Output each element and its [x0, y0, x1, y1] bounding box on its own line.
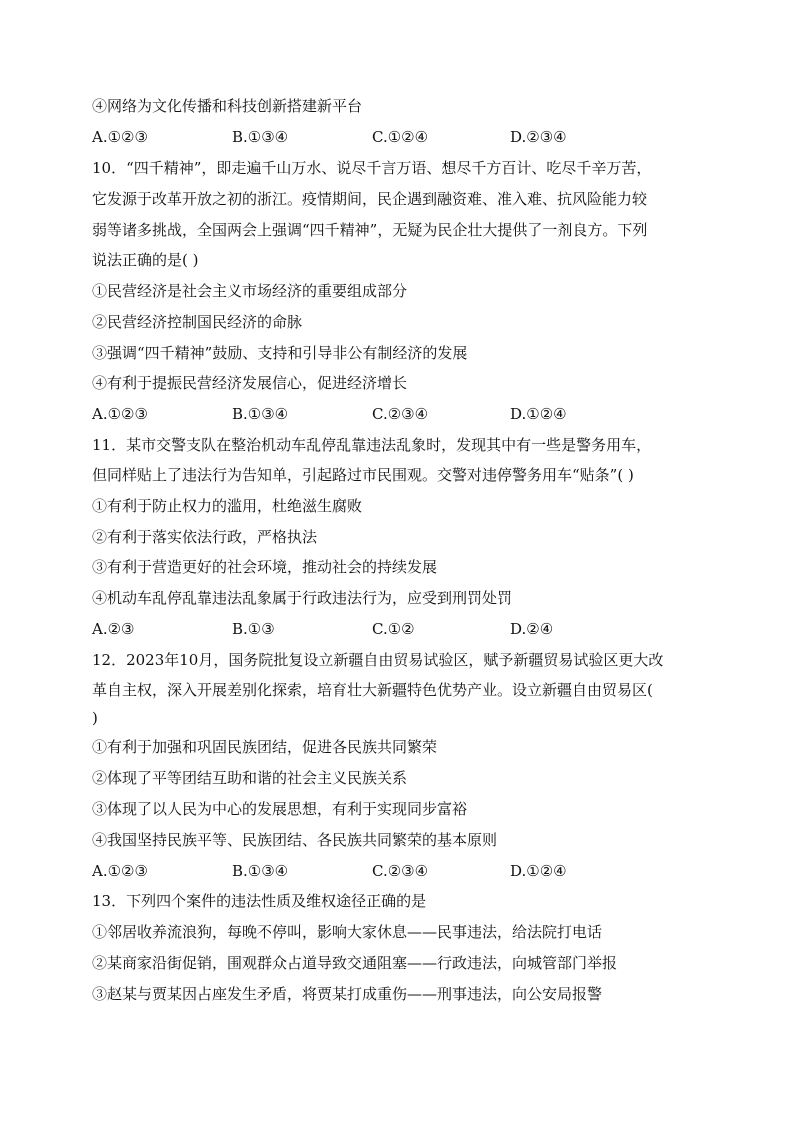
q12-stem-line-2: 革自主权，深入开展差别化探索，培育壮大新疆特色优势产业。设立新疆自由贸易区(: [92, 681, 653, 699]
q13-item-1: ①邻居收养流浪狗，每晚不停叫，影响大家休息——民事违法，给法院打电话: [92, 923, 603, 941]
q10-item-4: ④有利于提振民营经济发展信心，促进经济增长: [92, 374, 408, 392]
q13-stem: 13．下列四个案件的违法性质及维权途径正确的是: [92, 892, 427, 910]
q12-item-2: ②体现了平等团结互助和谐的社会主义民族关系: [92, 769, 408, 787]
q12-stem-line-3: ): [92, 709, 98, 727]
q11-item-4: ④机动车乱停乱靠违法乱象属于行政违法行为，应受到刑罚处罚: [92, 589, 513, 607]
q9-option-a: A.①②③: [92, 128, 148, 146]
q10-options: [92, 403, 712, 425]
q12-item-1: ①有利于加强和巩固民族团结，促进各民族共同繁荣: [92, 738, 438, 756]
q13-item-2: ②某商家沿街促销，围观群众占道导致交通阻塞——行政违法，向城管部门举报: [92, 954, 618, 972]
q10-item-3: ③强调“四千精神”鼓励、支持和引导非公有制经济的发展: [92, 344, 468, 362]
q10-stem-line-3: 弱等诸多挑战，全国两会上强调“四千精神”，无疑为民企壮大提供了一剂良方。下列: [92, 221, 648, 239]
q10-stem-line-2: 它发源于改革开放之初的浙江。疫情期间，民企遇到融资难、准入难、抗风险能力较: [92, 190, 648, 208]
q11-option-c: C.①②: [372, 620, 415, 638]
q11-stem-line-2: 但同样贴上了违法行为告知单，引起路过市民围观。交警对违停警务用车“贴条”( ): [92, 466, 634, 484]
q10-option-b: B.①③④: [232, 405, 289, 423]
q12-item-4: ④我国坚持民族平等、民族团结、各民族共同繁荣的基本原则: [92, 831, 498, 849]
q10-item-2: ②民营经济控制国民经济的命脉: [92, 313, 303, 331]
q11-stem-line-1: 11．某市交警支队在整治机动车乱停乱靠违法乱象时，发现其中有一些是警务用车，: [92, 436, 652, 454]
q11-option-b: B.①③: [232, 620, 275, 638]
q10-stem-line-4: 说法正确的是( ): [92, 251, 199, 269]
q10-item-1: ①民营经济是社会主义市场经济的重要组成部分: [92, 282, 408, 300]
q11-option-d: D.②④: [510, 620, 554, 638]
q9-option-c: C.①②④: [372, 128, 429, 146]
q12-option-d: D.①②④: [510, 862, 567, 880]
q12-option-c: C.②③④: [372, 862, 429, 880]
q12-option-a: A.①②③: [92, 862, 148, 880]
q10-option-d: D.①②④: [510, 405, 567, 423]
q11-options: [92, 618, 712, 640]
q9-option-d: D.②③④: [510, 128, 567, 146]
q9-option-b: B.①③④: [232, 128, 289, 146]
q12-options: [92, 860, 712, 882]
q12-item-3: ③体现了以人民为中心的发展思想，有利于实现同步富裕: [92, 800, 468, 818]
q13-item-3: ③赵某与贾某因占座发生矛盾，将贾某打成重伤——刑事违法，向公安局报警: [92, 985, 603, 1003]
q9-options: [92, 126, 712, 148]
q11-item-2: ②有利于落实依法行政，严格执法: [92, 528, 318, 546]
q10-stem-line-1: 10．“四千精神”，即走遍千山万水、说尽千言万语、想尽千方百计、吃尽千辛万苦，: [92, 159, 652, 177]
q11-item-1: ①有利于防止权力的滥用，杜绝滋生腐败: [92, 497, 363, 515]
q12-stem-line-1: 12．2023年10月，国务院批复设立新疆自由贸易试验区，赋予新疆贸易试验区更大改: [92, 651, 664, 669]
q11-option-a: A.②③: [92, 620, 135, 638]
q10-option-a: A.①②③: [92, 405, 148, 423]
q9-item-4: ④网络为文化传播和科技创新搭建新平台: [92, 97, 363, 115]
q12-option-b: B.①③④: [232, 862, 289, 880]
q11-item-3: ③有利于营造更好的社会环境，推动社会的持续发展: [92, 558, 438, 576]
q10-option-c: C.②③④: [372, 405, 429, 423]
